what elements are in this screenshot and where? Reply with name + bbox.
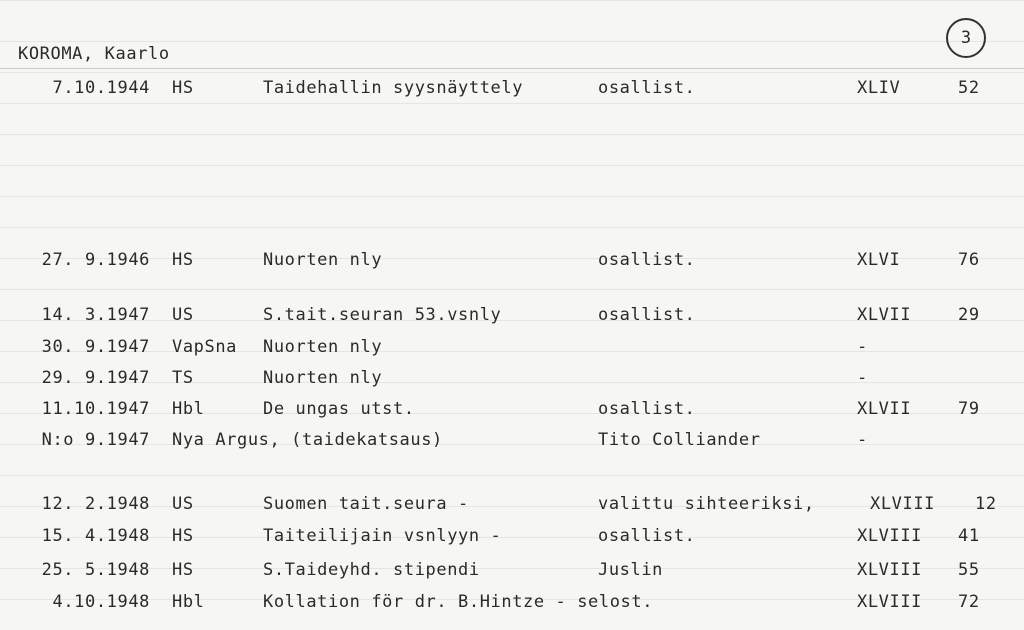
entry-volume: XLIV	[857, 78, 901, 98]
entry-title: S.tait.seuran 53.vsnly	[263, 305, 502, 325]
entry-date: 15. 4.1948	[41, 526, 150, 546]
entry-date: 4.10.1948	[52, 592, 150, 612]
entry-title: De ungas utst.	[263, 399, 415, 419]
header-rule	[0, 68, 1024, 69]
entry-page: 12	[975, 494, 997, 514]
entry-title: Nuorten nly	[263, 337, 383, 357]
entry-row	[0, 430, 1024, 456]
entry-row	[0, 399, 1024, 425]
entry-row	[0, 78, 1024, 104]
entry-volume: XLVIII	[857, 526, 923, 546]
entry-note: osallist.	[598, 526, 696, 546]
entry-date: N:o 9.1947	[41, 430, 150, 450]
entry-note: osallist.	[598, 305, 696, 325]
entry-note: osallist.	[598, 250, 696, 270]
entry-page: 52	[958, 78, 980, 98]
entry-page: 76	[958, 250, 980, 270]
entry-source: US	[172, 305, 194, 325]
entry-volume: -	[857, 337, 868, 357]
card-number: 3	[946, 18, 986, 58]
entry-note: Juslin	[598, 560, 664, 580]
entry-note: osallist.	[598, 399, 696, 419]
entry-date: 11.10.1947	[41, 399, 150, 419]
entry-source: TS	[172, 368, 194, 388]
entry-date: 27. 9.1946	[41, 250, 150, 270]
entry-source: Nya Argus, (taidekatsaus)	[172, 430, 443, 450]
entry-title: Kollation för dr. B.Hintze - selost.	[263, 592, 654, 612]
entry-note: osallist.	[598, 78, 696, 98]
entry-volume: XLVIII	[870, 494, 936, 514]
entry-source: HS	[172, 526, 194, 546]
entry-date: 14. 3.1947	[41, 305, 150, 325]
entry-source: VapSna	[172, 337, 238, 357]
entry-source: Hbl	[172, 592, 205, 612]
entry-volume: -	[857, 430, 868, 450]
entry-note: valittu sihteeriksi,	[598, 494, 815, 514]
entry-page: 55	[958, 560, 980, 580]
entry-row	[0, 560, 1024, 586]
entry-date: 12. 2.1948	[41, 494, 150, 514]
entry-row	[0, 526, 1024, 552]
entry-title: Taiteilijain vsnlyyn -	[263, 526, 502, 546]
entry-note: Tito Colliander	[598, 430, 761, 450]
entry-volume: XLVIII	[857, 592, 923, 612]
entry-page: 29	[958, 305, 980, 325]
entry-date: 30. 9.1947	[41, 337, 150, 357]
entry-page: 72	[958, 592, 980, 612]
entry-volume: XLVII	[857, 399, 912, 419]
entry-date: 29. 9.1947	[41, 368, 150, 388]
entry-row	[0, 368, 1024, 394]
entry-volume: -	[857, 368, 868, 388]
entry-volume: XLVIII	[857, 560, 923, 580]
entry-source: Hbl	[172, 399, 205, 419]
entry-row	[0, 250, 1024, 276]
entry-row	[0, 592, 1024, 618]
entry-source: HS	[172, 250, 194, 270]
entry-title: Suomen tait.seura -	[263, 494, 469, 514]
entry-source: HS	[172, 560, 194, 580]
entry-source: US	[172, 494, 194, 514]
entry-page: 41	[958, 526, 980, 546]
entry-title: S.Taideyhd. stipendi	[263, 560, 480, 580]
entry-date: 7.10.1944	[52, 78, 150, 98]
entry-source: HS	[172, 78, 194, 98]
entry-title: Nuorten nly	[263, 368, 383, 388]
entry-title: Taidehallin syysnäyttely	[263, 78, 524, 98]
entry-page: 79	[958, 399, 980, 419]
entry-title: Nuorten nly	[263, 250, 383, 270]
entry-row	[0, 494, 1024, 520]
person-name: KOROMA, Kaarlo	[18, 44, 170, 64]
entry-row	[0, 305, 1024, 331]
entry-date: 25. 5.1948	[41, 560, 150, 580]
entry-row	[0, 337, 1024, 363]
entry-volume: XLVI	[857, 250, 901, 270]
entry-volume: XLVII	[857, 305, 912, 325]
